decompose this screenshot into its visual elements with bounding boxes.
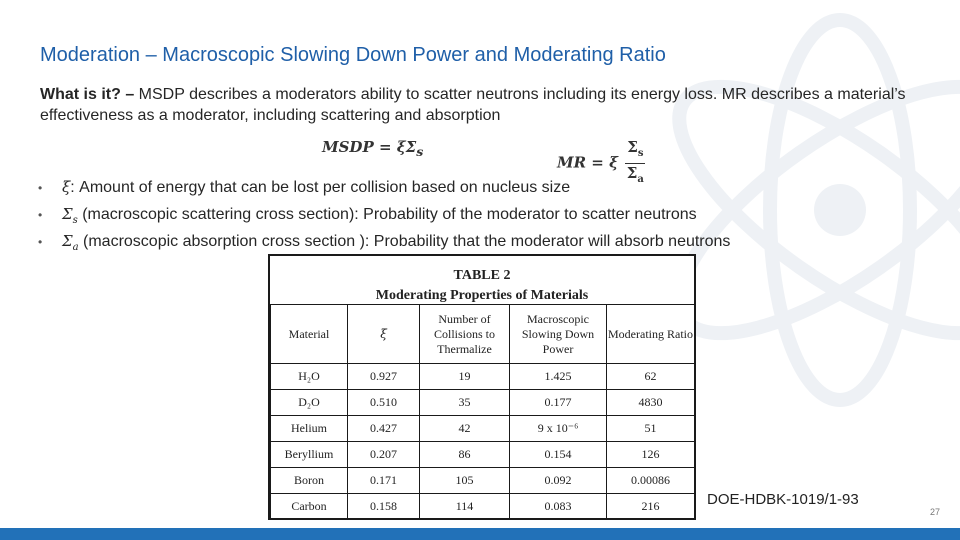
cell-material: Beryllium <box>271 442 348 468</box>
bullet-symbol: $\Sigma_a$ <box>62 232 79 253</box>
bullet-text: (macroscopic absorption cross section ): Probability that the moderator will absorb neutrons <box>78 233 731 250</box>
intro-lead: What is it? – <box>40 86 135 103</box>
formula-mr-num: Σ <box>627 138 638 156</box>
cell-material: Helium <box>271 416 348 442</box>
formula-mr-den-sub: a <box>637 174 644 185</box>
cell-xi: 0.171 <box>348 468 420 494</box>
table-row <box>271 468 695 494</box>
cell-moderating-ratio: 0.00086 <box>607 468 695 494</box>
table-caption <box>270 256 694 304</box>
list-item <box>38 203 730 230</box>
source-citation: DOE-HDBK-1019/1-93 <box>707 491 859 508</box>
slide-title: Moderation – Macroscopic Slowing Down Power and Moderating Ratio <box>40 44 666 66</box>
table-row <box>271 442 695 468</box>
header-msdp: Macroscopic Slowing Down Power <box>510 305 607 364</box>
formula-mr-left: MR = ξ <box>557 153 618 172</box>
header-moderating-ratio: Moderating Ratio <box>607 305 695 364</box>
formula-msdp <box>322 138 423 159</box>
table-row <box>271 364 695 390</box>
intro-paragraph <box>40 84 930 126</box>
table-row <box>271 494 695 520</box>
formula-msdp-left: MSDP = ξΣ <box>322 138 417 156</box>
table-header-row <box>271 305 695 364</box>
cell-collisions: 35 <box>420 390 510 416</box>
bullet-text: : Amount of energy that can be lost per collision based on nucleus size <box>70 179 571 196</box>
cell-xi: 0.927 <box>348 364 420 390</box>
cell-moderating-ratio: 51 <box>607 416 695 442</box>
cell-msdp: 1.425 <box>510 364 607 390</box>
cell-collisions: 114 <box>420 494 510 520</box>
cell-msdp: 0.092 <box>510 468 607 494</box>
cell-material: D₂O <box>271 390 348 416</box>
formula-msdp-sub: s <box>416 144 424 159</box>
cell-xi: 0.510 <box>348 390 420 416</box>
table-row <box>271 416 695 442</box>
definition-list <box>38 176 730 257</box>
cell-collisions: 105 <box>420 468 510 494</box>
bullet-icon: • <box>38 208 43 222</box>
formula-mr-den: Σ <box>626 164 638 182</box>
header-material: Material <box>271 305 348 364</box>
bullet-icon: • <box>38 181 43 195</box>
cell-collisions: 42 <box>420 416 510 442</box>
bullet-symbol: ξ <box>62 178 71 196</box>
cell-xi: 0.427 <box>348 416 420 442</box>
table-caption-title: TABLE 2 <box>453 268 511 283</box>
cell-msdp: 0.177 <box>510 390 607 416</box>
table-row <box>271 390 695 416</box>
moderating-properties-table <box>268 254 696 520</box>
header-collisions: Number of Collisions to Thermalize <box>420 305 510 364</box>
cell-collisions: 19 <box>420 364 510 390</box>
cell-moderating-ratio: 216 <box>607 494 695 520</box>
cell-xi: 0.158 <box>348 494 420 520</box>
header-xi: ξ <box>348 305 420 364</box>
intro-text: MSDP describes a moderators ability to scatter neutrons including its energy loss. MR describes a material’s effectiveness as a moderator, including scattering and absorption <box>40 86 906 124</box>
list-item <box>38 176 730 203</box>
cell-material: H₂O <box>271 364 348 390</box>
formula-mr-num-sub: s <box>637 148 644 159</box>
cell-moderating-ratio: 4830 <box>607 390 695 416</box>
bottom-accent-bar <box>0 528 960 540</box>
cell-moderating-ratio: 126 <box>607 442 695 468</box>
cell-msdp: 0.154 <box>510 442 607 468</box>
cell-xi: 0.207 <box>348 442 420 468</box>
page-number: 27 <box>930 507 941 517</box>
cell-moderating-ratio: 62 <box>607 364 695 390</box>
cell-msdp: 0.083 <box>510 494 607 520</box>
bullet-symbol: $\Sigma_s$ <box>62 205 78 226</box>
bullet-icon: • <box>38 235 43 249</box>
cell-msdp: 9 x 10⁻⁶ <box>510 416 607 442</box>
bullet-text: (macroscopic scattering cross section): Probability of the moderator to scatter neutrons <box>77 206 697 223</box>
cell-material: Carbon <box>271 494 348 520</box>
data-table <box>270 304 695 520</box>
list-item <box>38 230 730 257</box>
cell-material: Boron <box>271 468 348 494</box>
cell-collisions: 86 <box>420 442 510 468</box>
table-caption-subtitle: Moderating Properties of Materials <box>375 288 589 303</box>
